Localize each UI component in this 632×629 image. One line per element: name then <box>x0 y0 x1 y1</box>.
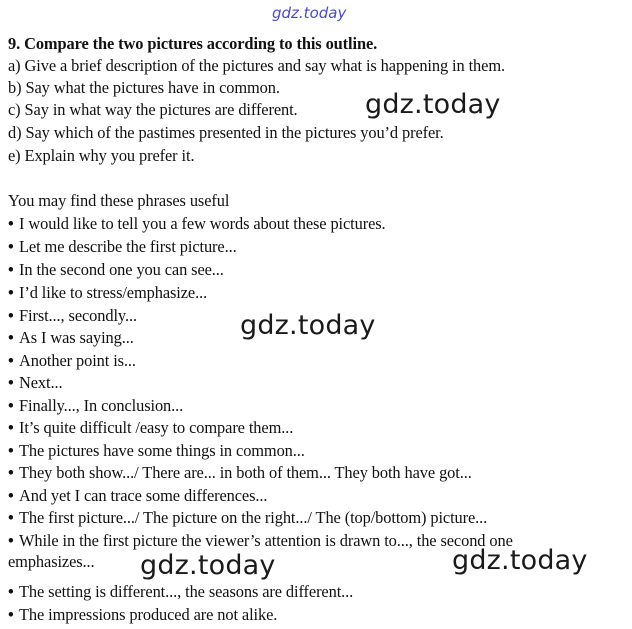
phrase-item: • While in the first picture the viewer’s attention is drawn to..., the second one <box>8 531 513 551</box>
watermark: gdz.today <box>452 545 588 576</box>
phrase-item: • It’s quite difficult /easy to compare them... <box>8 418 293 438</box>
phrase-item: • The first picture.../ The picture on the right.../ The (top/bottom) picture... <box>8 508 487 528</box>
outline-item-b: b) Say what the pictures have in common. <box>8 78 280 97</box>
watermark: gdz.today <box>365 89 501 120</box>
phrase-item: • They both show.../ There are... in both of them... They both have got... <box>8 463 472 483</box>
phrase-item: • The pictures have some things in common... <box>8 441 305 461</box>
phrase-item: • Another point is... <box>8 351 136 371</box>
phrase-item-continuation: emphasizes... <box>8 552 95 571</box>
phrase-item: • I’d like to stress/emphasize... <box>8 283 207 303</box>
phrase-item: • As I was saying... <box>8 328 134 348</box>
phrase-item: • In the second one you can see... <box>8 260 224 280</box>
watermark: gdz.today <box>240 310 376 341</box>
outline-item-e: e) Explain why you prefer it. <box>8 146 195 165</box>
phrase-item: • The setting is different..., the seasons are different... <box>8 582 353 602</box>
watermark: gdz.today <box>140 550 276 581</box>
phrase-item: • And yet I can trace some differences... <box>8 486 267 506</box>
outline-item-a: a) Give a brief description of the pictures and say what is happening in them. <box>8 56 505 75</box>
outline-item-c: c) Say in what way the pictures are different. <box>8 100 298 119</box>
phrase-item: • Let me describe the first picture... <box>8 237 237 257</box>
phrase-item: • Next... <box>8 373 62 393</box>
phrase-item: • Finally..., In conclusion... <box>8 396 183 416</box>
top-watermark: gdz.today <box>272 4 347 22</box>
outline-item-d: d) Say which of the pastimes presented in the pictures you’d prefer. <box>8 123 444 142</box>
phrase-item: • I would like to tell you a few words about these pictures. <box>8 214 386 234</box>
phrases-intro: You may find these phrases useful <box>8 191 230 210</box>
phrase-item: • The impressions produced are not alike. <box>8 605 277 625</box>
phrase-item: • First..., secondly... <box>8 306 137 326</box>
task-heading: 9. Compare the two pictures according to this outline. <box>8 34 378 53</box>
